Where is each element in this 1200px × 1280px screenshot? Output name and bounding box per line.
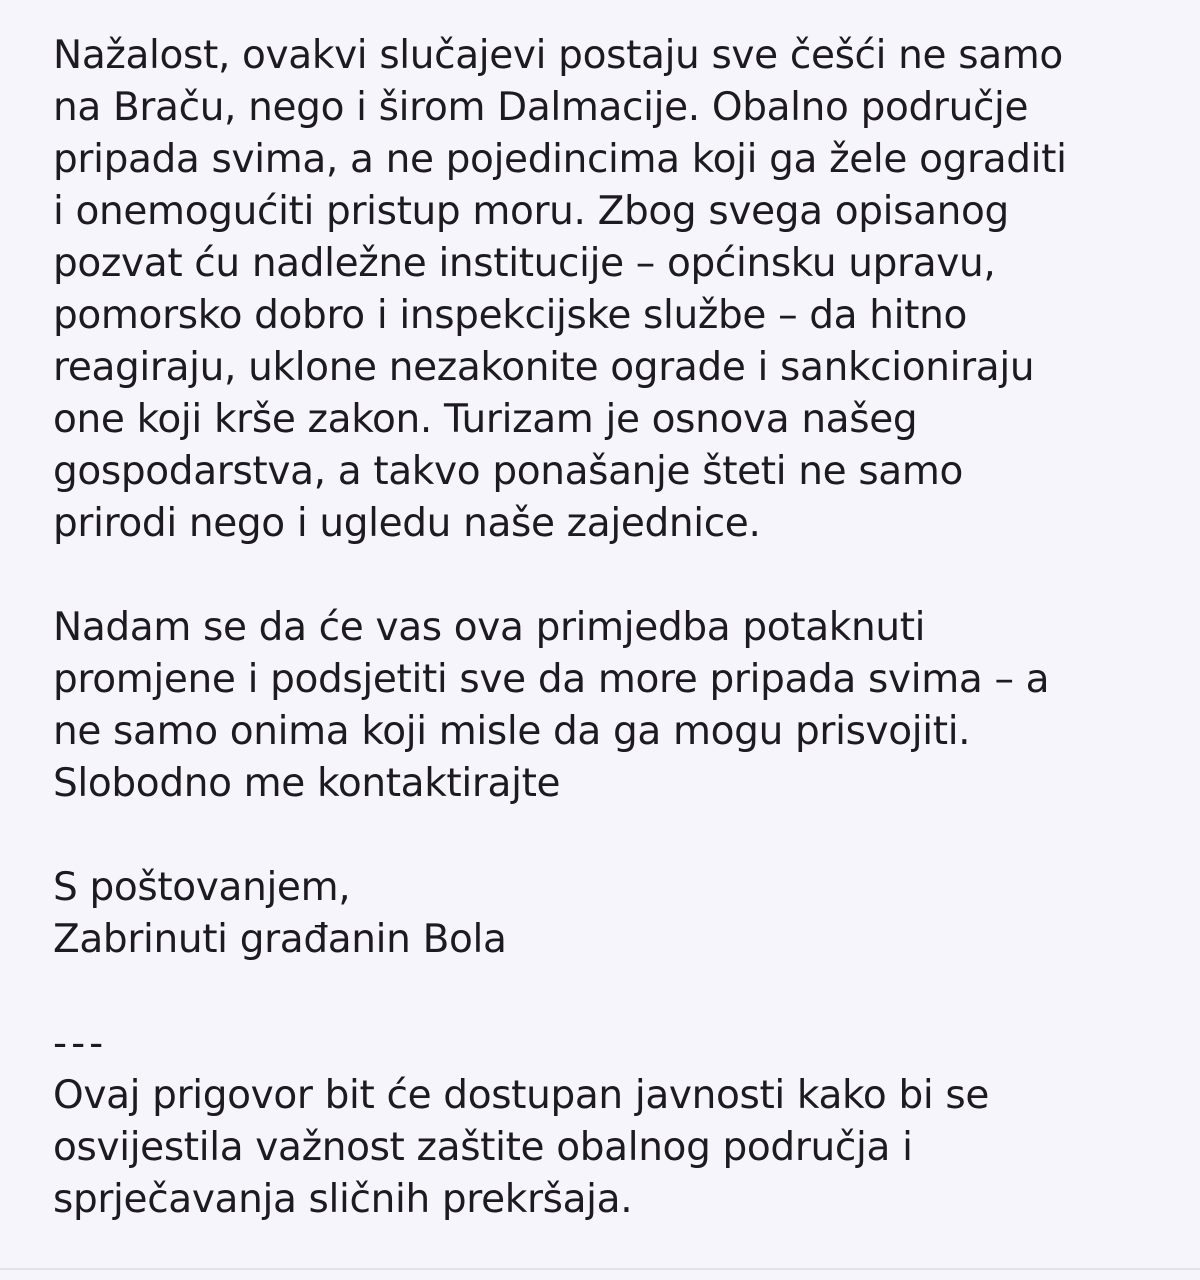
separator-line: --- (53, 1021, 108, 1066)
body-paragraph-2: Nadam se da će vas ova primjedba potaknuti promjene i podsjetiti sve da more pripada svima – a ne samo onima koji misle da ga mogu prisvojiti. Slobodno me kontaktirajte (53, 605, 1050, 806)
message-body (53, 30, 1173, 1226)
body-paragraph-1: Nažalost, ovakvi slučajevi postaju sve češći ne samo na Braču, nego i širom Dalmacije. Obalno područje pripada svima, a ne pojedincima koji ga žele ograditi i onemogućiti pristup moru. Zbog svega opisanog pozvat ću nadležne institucije – općinsku upravu, pomorsko dobro i inspekcijske službe – da hitno reagiraju, uklone nezakonite ograde i sankcioniraju one koji krše zakon. Turizam je osnova našeg gospodarstva, a takvo ponašanje šteti ne samo prirodi nego i ugledu naše zajednice. (53, 33, 1067, 546)
bottom-divider (0, 1268, 1200, 1270)
closing-greeting: S poštovanjem, (53, 865, 351, 910)
footer-note: Ovaj prigovor bit će dostupan javnosti kako bi se osvijestila važnost zaštite obalnog područja i sprječavanja sličnih prekršaja. (53, 1073, 989, 1222)
signature: Zabrinuti građanin Bola (53, 917, 507, 962)
